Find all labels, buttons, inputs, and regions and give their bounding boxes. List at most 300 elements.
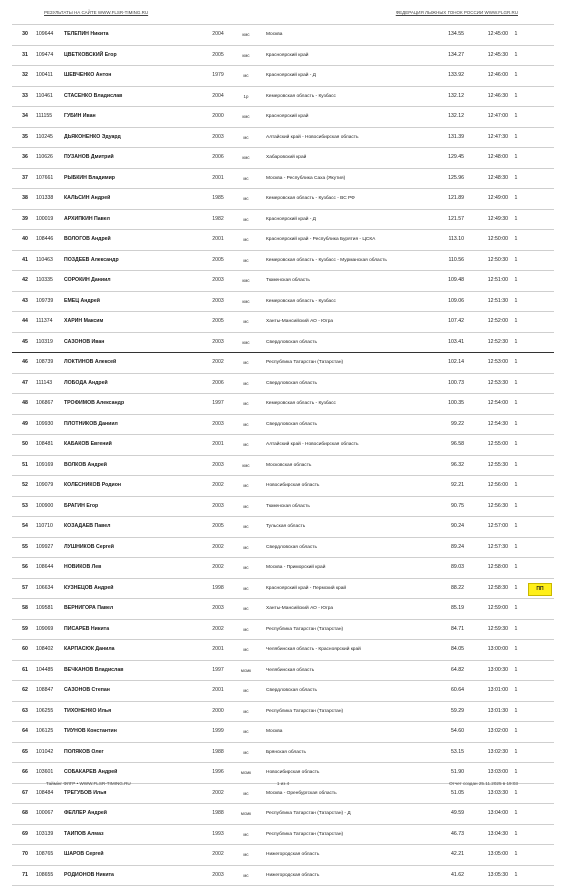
athlete-name: АРХИПКИН Павел bbox=[64, 210, 214, 230]
birth-year-cell: 2001 bbox=[208, 230, 228, 250]
table-row bbox=[12, 189, 554, 210]
sport-rank-cell: мс bbox=[230, 743, 262, 763]
region-cell: Красноярский край - Пермский край bbox=[266, 579, 436, 599]
region-cell: Свердловская область bbox=[266, 681, 436, 701]
points-cell: 41.62 bbox=[432, 866, 464, 886]
bib-cell: 109069 bbox=[36, 620, 66, 640]
start-time-cell: 12:51:00 bbox=[474, 271, 508, 291]
place-cell: 39 bbox=[17, 210, 33, 230]
table-row bbox=[12, 866, 554, 886]
birth-year-cell: 2003 bbox=[208, 271, 228, 291]
start-time-cell: 13:00:30 bbox=[474, 661, 508, 681]
bib-cell: 108655 bbox=[36, 866, 66, 886]
table-row bbox=[12, 702, 554, 723]
points-cell: 90.24 bbox=[432, 517, 464, 537]
start-time-cell: 12:47:00 bbox=[474, 107, 508, 127]
sport-rank-cell: мс bbox=[230, 640, 262, 660]
table-row bbox=[12, 784, 554, 805]
table-row bbox=[12, 230, 554, 251]
place-cell: 37 bbox=[17, 169, 33, 189]
table-row bbox=[12, 722, 554, 743]
bib-cell: 100019 bbox=[36, 210, 66, 230]
start-time-cell: 12:56:00 bbox=[474, 476, 508, 496]
sport-rank-cell: мс bbox=[230, 394, 262, 414]
start-time-cell: 12:45:30 bbox=[474, 46, 508, 66]
bib-cell: 109739 bbox=[36, 292, 66, 312]
table-row bbox=[12, 620, 554, 641]
points-cell: 129.45 bbox=[432, 148, 464, 168]
athlete-name: КАРПАСЮК Данила bbox=[64, 640, 214, 660]
table-row bbox=[12, 681, 554, 702]
table-row bbox=[12, 538, 554, 559]
sport-rank-cell: мс bbox=[230, 312, 262, 332]
points-cell: 51.90 bbox=[432, 763, 464, 783]
region-cell: Кемеровская область - Кузбасс bbox=[266, 292, 436, 312]
points-cell: 49.59 bbox=[432, 804, 464, 824]
start-time-cell: 12:52:30 bbox=[474, 333, 508, 353]
heat-cell: 1 bbox=[510, 148, 522, 168]
birth-year-cell: 2001 bbox=[208, 640, 228, 660]
athlete-name: ЛУШНИКОВ Сергей bbox=[64, 538, 214, 558]
points-cell: 60.64 bbox=[432, 681, 464, 701]
place-cell: 47 bbox=[17, 374, 33, 394]
athlete-name: КОЛЕСНИКОВ Родион bbox=[64, 476, 214, 496]
athlete-name: ТАИПОВ Алмаз bbox=[64, 825, 214, 845]
birth-year-cell: 2002 bbox=[208, 476, 228, 496]
bib-cell: 109927 bbox=[36, 538, 66, 558]
athlete-name: КАЛЬСИН Андрей bbox=[64, 189, 214, 209]
start-time-cell: 12:54:00 bbox=[474, 394, 508, 414]
region-cell: Красноярский край bbox=[266, 107, 436, 127]
heat-cell: 1 bbox=[510, 845, 522, 865]
heat-cell: 1 bbox=[510, 251, 522, 271]
birth-year-cell: 2002 bbox=[208, 558, 228, 578]
header-results-link[interactable]: РЕЗУЛЬТАТЫ НА САЙТЕ WWW.FLSR-TIMING.RU bbox=[44, 10, 148, 15]
sport-rank-cell: мс bbox=[230, 374, 262, 394]
birth-year-cell: 2004 bbox=[208, 25, 228, 45]
athlete-name: ПИСАРЕВ Никита bbox=[64, 620, 214, 640]
bib-cell: 109930 bbox=[36, 415, 66, 435]
region-cell: Свердловская область bbox=[266, 374, 436, 394]
table-row bbox=[12, 46, 554, 67]
place-cell: 45 bbox=[17, 333, 33, 353]
points-cell: 53.15 bbox=[432, 743, 464, 763]
heat-cell: 1 bbox=[510, 312, 522, 332]
birth-year-cell: 2000 bbox=[208, 702, 228, 722]
start-time-cell: 13:01:00 bbox=[474, 681, 508, 701]
table-row bbox=[12, 312, 554, 333]
start-time-cell: 12:55:00 bbox=[474, 435, 508, 455]
table-row bbox=[12, 640, 554, 661]
sport-rank-cell: кмс bbox=[230, 333, 262, 353]
athlete-name: ПОЛЯКОВ Олег bbox=[64, 743, 214, 763]
region-cell: Нижегородская область bbox=[266, 866, 436, 886]
region-cell: Алтайский край - Новосибирская область bbox=[266, 435, 436, 455]
region-cell: Красноярский край - Д bbox=[266, 210, 436, 230]
heat-cell: 1 bbox=[510, 538, 522, 558]
bib-cell: 101338 bbox=[36, 189, 66, 209]
place-cell: 36 bbox=[17, 148, 33, 168]
athlete-name: РЫБКИН Владимир bbox=[64, 169, 214, 189]
heat-cell: 1 bbox=[510, 579, 522, 599]
region-cell: Кемеровская область - Кузбасс - ВС РФ bbox=[266, 189, 436, 209]
athlete-name: ВЕРНИГОРА Павел bbox=[64, 599, 214, 619]
bib-cell: 106634 bbox=[36, 579, 66, 599]
points-cell: 103.41 bbox=[432, 333, 464, 353]
bib-cell: 110461 bbox=[36, 87, 66, 107]
sport-rank-cell: кмс bbox=[230, 25, 262, 45]
sport-rank-cell: мс bbox=[230, 825, 262, 845]
bib-cell: 100067 bbox=[36, 804, 66, 824]
bib-cell: 110710 bbox=[36, 517, 66, 537]
start-time-cell: 12:56:30 bbox=[474, 497, 508, 517]
place-cell: 53 bbox=[17, 497, 33, 517]
birth-year-cell: 2006 bbox=[208, 374, 228, 394]
athlete-name: ТИХОНЕНКО Илья bbox=[64, 702, 214, 722]
place-cell: 70 bbox=[17, 845, 33, 865]
sport-rank-cell: мс bbox=[230, 169, 262, 189]
heat-cell: 1 bbox=[510, 333, 522, 353]
sport-rank-cell: мс bbox=[230, 415, 262, 435]
athlete-name: ШАРОВ Сергей bbox=[64, 845, 214, 865]
heat-cell: 1 bbox=[510, 128, 522, 148]
points-cell: 96.32 bbox=[432, 456, 464, 476]
points-cell: 100.73 bbox=[432, 374, 464, 394]
points-cell: 90.75 bbox=[432, 497, 464, 517]
birth-year-cell: 2002 bbox=[208, 620, 228, 640]
athlete-name: САЗОНОВ Иван bbox=[64, 333, 214, 353]
heat-cell: 1 bbox=[510, 763, 522, 783]
athlete-name: ЛОБОДА Андрей bbox=[64, 374, 214, 394]
sport-rank-cell: кмс bbox=[230, 107, 262, 127]
table-row bbox=[12, 845, 554, 866]
athlete-name: РОДИОНОВ Никита bbox=[64, 866, 214, 886]
region-cell: Свердловская область bbox=[266, 333, 436, 353]
heat-cell: 1 bbox=[510, 476, 522, 496]
heat-cell: 1 bbox=[510, 640, 522, 660]
points-cell: 132.12 bbox=[432, 87, 464, 107]
points-cell: 102.14 bbox=[432, 353, 464, 373]
sport-rank-cell: кмс bbox=[230, 271, 262, 291]
table-row bbox=[12, 333, 554, 354]
heat-cell: 1 bbox=[510, 230, 522, 250]
heat-cell: 1 bbox=[510, 456, 522, 476]
heat-cell: 1 bbox=[510, 87, 522, 107]
place-cell: 49 bbox=[17, 415, 33, 435]
place-cell: 63 bbox=[17, 702, 33, 722]
points-cell: 99.22 bbox=[432, 415, 464, 435]
table-row bbox=[12, 374, 554, 395]
place-cell: 56 bbox=[17, 558, 33, 578]
birth-year-cell: 1998 bbox=[208, 579, 228, 599]
place-cell: 46 bbox=[17, 353, 33, 373]
place-cell: 55 bbox=[17, 538, 33, 558]
region-cell: Челябинская область - Красноярский край bbox=[266, 640, 436, 660]
region-cell: Красноярский край - Республика Бурятия - ЦСКА bbox=[266, 230, 436, 250]
sport-rank-cell: мс bbox=[230, 230, 262, 250]
table-row bbox=[12, 87, 554, 108]
points-cell: 134.55 bbox=[432, 25, 464, 45]
place-cell: 51 bbox=[17, 456, 33, 476]
region-cell: Ханты-Мансийский АО - Югра bbox=[266, 312, 436, 332]
region-cell: Новосибирская область bbox=[266, 763, 436, 783]
place-cell: 35 bbox=[17, 128, 33, 148]
place-cell: 66 bbox=[17, 763, 33, 783]
start-time-cell: 13:03:00 bbox=[474, 763, 508, 783]
bib-cell: 106867 bbox=[36, 394, 66, 414]
region-cell: Алтайский край - Новосибирская область bbox=[266, 128, 436, 148]
athlete-name: СОБАКАРЕВ Андрей bbox=[64, 763, 214, 783]
place-cell: 58 bbox=[17, 599, 33, 619]
birth-year-cell: 2000 bbox=[208, 107, 228, 127]
table-row bbox=[12, 599, 554, 620]
heat-cell: 1 bbox=[510, 825, 522, 845]
place-cell: 61 bbox=[17, 661, 33, 681]
bib-cell: 111374 bbox=[36, 312, 66, 332]
footer-timing-credit: Таймінг ФЛГР • WWW.FLSR-TIMING.RU bbox=[46, 781, 131, 786]
bib-cell: 108481 bbox=[36, 435, 66, 455]
region-cell: Свердловская область bbox=[266, 538, 436, 558]
place-cell: 64 bbox=[17, 722, 33, 742]
region-cell: Свердловская область bbox=[266, 415, 436, 435]
place-cell: 52 bbox=[17, 476, 33, 496]
bib-cell: 108739 bbox=[36, 353, 66, 373]
sport-rank-cell: кмс bbox=[230, 148, 262, 168]
bib-cell: 110463 bbox=[36, 251, 66, 271]
region-cell: Красноярский край bbox=[266, 46, 436, 66]
athlete-name: КУЗНЕЦОВ Андрей bbox=[64, 579, 214, 599]
bib-cell: 110319 bbox=[36, 333, 66, 353]
start-time-cell: 12:53:30 bbox=[474, 374, 508, 394]
birth-year-cell: 1988 bbox=[208, 804, 228, 824]
table-row bbox=[12, 251, 554, 272]
table-row bbox=[12, 353, 554, 374]
sport-rank-cell: мс bbox=[230, 681, 262, 701]
start-time-cell: 12:50:30 bbox=[474, 251, 508, 271]
bib-cell: 108644 bbox=[36, 558, 66, 578]
region-cell: Красноярский край - Д bbox=[266, 66, 436, 86]
sport-rank-cell: мс bbox=[230, 702, 262, 722]
region-cell: Тульская область bbox=[266, 517, 436, 537]
sport-rank-cell: кмс bbox=[230, 46, 262, 66]
heat-cell: 1 bbox=[510, 681, 522, 701]
region-cell: Новосибирская область bbox=[266, 476, 436, 496]
place-cell: 42 bbox=[17, 271, 33, 291]
points-cell: 85.19 bbox=[432, 599, 464, 619]
birth-year-cell: 2003 bbox=[208, 866, 228, 886]
athlete-name: БРАГИН Егор bbox=[64, 497, 214, 517]
athlete-name: ПОЗДЕЕВ Александр bbox=[64, 251, 214, 271]
start-time-cell: 12:49:00 bbox=[474, 189, 508, 209]
region-cell: Москва - Приморский край bbox=[266, 558, 436, 578]
athlete-name: ВОЛКОВ Андрей bbox=[64, 456, 214, 476]
sport-rank-cell: мсмк bbox=[230, 763, 262, 783]
start-time-cell: 12:53:00 bbox=[474, 353, 508, 373]
start-time-cell: 12:46:30 bbox=[474, 87, 508, 107]
table-row bbox=[12, 743, 554, 764]
points-cell: 88.22 bbox=[432, 579, 464, 599]
sport-rank-cell: мс bbox=[230, 784, 262, 804]
birth-year-cell: 1988 bbox=[208, 743, 228, 763]
region-cell: Кемеровская область - Кузбасс bbox=[266, 87, 436, 107]
points-cell: 134.27 bbox=[432, 46, 464, 66]
place-cell: 33 bbox=[17, 87, 33, 107]
start-time-cell: 12:55:30 bbox=[474, 456, 508, 476]
sport-rank-cell: мс bbox=[230, 435, 262, 455]
sport-rank-cell: мсмк bbox=[230, 804, 262, 824]
table-row bbox=[12, 435, 554, 456]
heat-cell: 1 bbox=[510, 702, 522, 722]
birth-year-cell: 2003 bbox=[208, 333, 228, 353]
start-time-cell: 13:04:00 bbox=[474, 804, 508, 824]
points-cell: 46.73 bbox=[432, 825, 464, 845]
footer-report-created: Отчет создан 25.11.2025 в 19:03 bbox=[449, 781, 518, 786]
bib-cell: 109079 bbox=[36, 476, 66, 496]
region-cell: Республика Татарстан (Татарстан) - Д bbox=[266, 804, 436, 824]
table-row bbox=[12, 128, 554, 149]
place-cell: 43 bbox=[17, 292, 33, 312]
athlete-name: ЕМЕЦ Андрей bbox=[64, 292, 214, 312]
birth-year-cell: 2005 bbox=[208, 251, 228, 271]
table-row bbox=[12, 456, 554, 477]
place-cell: 60 bbox=[17, 640, 33, 660]
region-cell: Кемеровская область - Кузбасс bbox=[266, 394, 436, 414]
start-time-cell: 13:02:30 bbox=[474, 743, 508, 763]
birth-year-cell: 1999 bbox=[208, 722, 228, 742]
header-federation-link[interactable]: ФЕДЕРАЦИЯ ЛЫЖНЫХ ГОНОК РОССИИ WWW.FLGR.RU bbox=[396, 10, 518, 15]
birth-year-cell: 2001 bbox=[208, 435, 228, 455]
table-row bbox=[12, 415, 554, 436]
bib-cell: 110245 bbox=[36, 128, 66, 148]
bib-cell: 101042 bbox=[36, 743, 66, 763]
table-row bbox=[12, 579, 554, 600]
table-row bbox=[12, 271, 554, 292]
heat-cell: 1 bbox=[510, 661, 522, 681]
region-cell: Республика Татарстан (Татарстан) bbox=[266, 620, 436, 640]
athlete-name: НОВИКОВ Лев bbox=[64, 558, 214, 578]
table-row bbox=[12, 210, 554, 231]
table-row bbox=[12, 66, 554, 87]
region-cell: Ханты-Мансийский АО - Югра bbox=[266, 599, 436, 619]
place-cell: 40 bbox=[17, 230, 33, 250]
athlete-name: ГУБИН Иван bbox=[64, 107, 214, 127]
heat-cell: 1 bbox=[510, 866, 522, 886]
start-time-cell: 13:04:30 bbox=[474, 825, 508, 845]
place-cell: 67 bbox=[17, 784, 33, 804]
start-time-cell: 12:50:00 bbox=[474, 230, 508, 250]
start-time-cell: 12:59:30 bbox=[474, 620, 508, 640]
bib-cell: 100900 bbox=[36, 497, 66, 517]
table-row bbox=[12, 24, 554, 46]
region-cell: Нижегородская область bbox=[266, 845, 436, 865]
points-cell: 121.89 bbox=[432, 189, 464, 209]
start-time-cell: 12:57:00 bbox=[474, 517, 508, 537]
bib-cell: 104485 bbox=[36, 661, 66, 681]
heat-cell: 1 bbox=[510, 517, 522, 537]
heat-cell: 1 bbox=[510, 784, 522, 804]
bib-cell: 109644 bbox=[36, 25, 66, 45]
heat-cell: 1 bbox=[510, 169, 522, 189]
bib-cell: 106125 bbox=[36, 722, 66, 742]
birth-year-cell: 1997 bbox=[208, 661, 228, 681]
points-cell: 59.29 bbox=[432, 702, 464, 722]
athlete-name: СТАСЕНКО Владислав bbox=[64, 87, 214, 107]
start-time-cell: 12:47:30 bbox=[474, 128, 508, 148]
place-cell: 30 bbox=[17, 25, 33, 45]
place-cell: 41 bbox=[17, 251, 33, 271]
bib-cell: 103139 bbox=[36, 825, 66, 845]
birth-year-cell: 2001 bbox=[208, 681, 228, 701]
sport-rank-cell: 1р bbox=[230, 87, 262, 107]
athlete-name: САЗОНОВ Степан bbox=[64, 681, 214, 701]
points-cell: 100.35 bbox=[432, 394, 464, 414]
bib-cell: 111143 bbox=[36, 374, 66, 394]
athlete-name: ДЬЯКОНЕНКО Эдуард bbox=[64, 128, 214, 148]
sport-rank-cell: мс bbox=[230, 517, 262, 537]
birth-year-cell: 2003 bbox=[208, 599, 228, 619]
place-cell: 71 bbox=[17, 866, 33, 886]
start-time-cell: 12:54:30 bbox=[474, 415, 508, 435]
start-time-cell: 13:05:30 bbox=[474, 866, 508, 886]
bib-cell: 110335 bbox=[36, 271, 66, 291]
place-cell: 34 bbox=[17, 107, 33, 127]
sport-rank-cell: мс bbox=[230, 579, 262, 599]
sport-rank-cell: мс bbox=[230, 251, 262, 271]
heat-cell: 1 bbox=[510, 66, 522, 86]
athlete-name: ВОЛОГОВ Андрей bbox=[64, 230, 214, 250]
points-cell: 131.39 bbox=[432, 128, 464, 148]
bib-cell: 109581 bbox=[36, 599, 66, 619]
place-cell: 57 bbox=[17, 579, 33, 599]
bib-cell: 108446 bbox=[36, 230, 66, 250]
birth-year-cell: 2003 bbox=[208, 292, 228, 312]
birth-year-cell: 1996 bbox=[208, 763, 228, 783]
birth-year-cell: 2002 bbox=[208, 353, 228, 373]
bib-cell: 109169 bbox=[36, 456, 66, 476]
region-cell: Республика Татарстан (Татарстан) bbox=[266, 353, 436, 373]
region-cell: Москва - Оренбургская область bbox=[266, 784, 436, 804]
table-row bbox=[12, 169, 554, 190]
heat-cell: 1 bbox=[510, 25, 522, 45]
points-cell: 89.24 bbox=[432, 538, 464, 558]
start-time-cell: 12:59:00 bbox=[474, 599, 508, 619]
birth-year-cell: 2005 bbox=[208, 517, 228, 537]
region-cell: Брянская область bbox=[266, 743, 436, 763]
birth-year-cell: 2002 bbox=[208, 538, 228, 558]
sport-rank-cell: мс bbox=[230, 845, 262, 865]
table-row bbox=[12, 148, 554, 169]
heat-cell: 1 bbox=[510, 497, 522, 517]
points-cell: 64.82 bbox=[432, 661, 464, 681]
heat-cell: 1 bbox=[510, 107, 522, 127]
athlete-name: ТРЕГУБОВ Илья bbox=[64, 784, 214, 804]
region-cell: Кемеровская область - Кузбасс - Мурманская область bbox=[266, 251, 436, 271]
points-cell: 84.71 bbox=[432, 620, 464, 640]
points-cell: 42.21 bbox=[432, 845, 464, 865]
place-cell: 62 bbox=[17, 681, 33, 701]
start-time-cell: 12:48:00 bbox=[474, 148, 508, 168]
place-cell: 38 bbox=[17, 189, 33, 209]
region-cell: Московская область bbox=[266, 456, 436, 476]
sport-rank-cell: мс bbox=[230, 620, 262, 640]
bib-cell: 111155 bbox=[36, 107, 66, 127]
athlete-name: ТРОФИМОВ Александр bbox=[64, 394, 214, 414]
heat-cell: 1 bbox=[510, 620, 522, 640]
sport-rank-cell: мс bbox=[230, 722, 262, 742]
points-cell: 51.05 bbox=[432, 784, 464, 804]
region-cell: Тюменская область bbox=[266, 271, 436, 291]
points-cell: 96.58 bbox=[432, 435, 464, 455]
